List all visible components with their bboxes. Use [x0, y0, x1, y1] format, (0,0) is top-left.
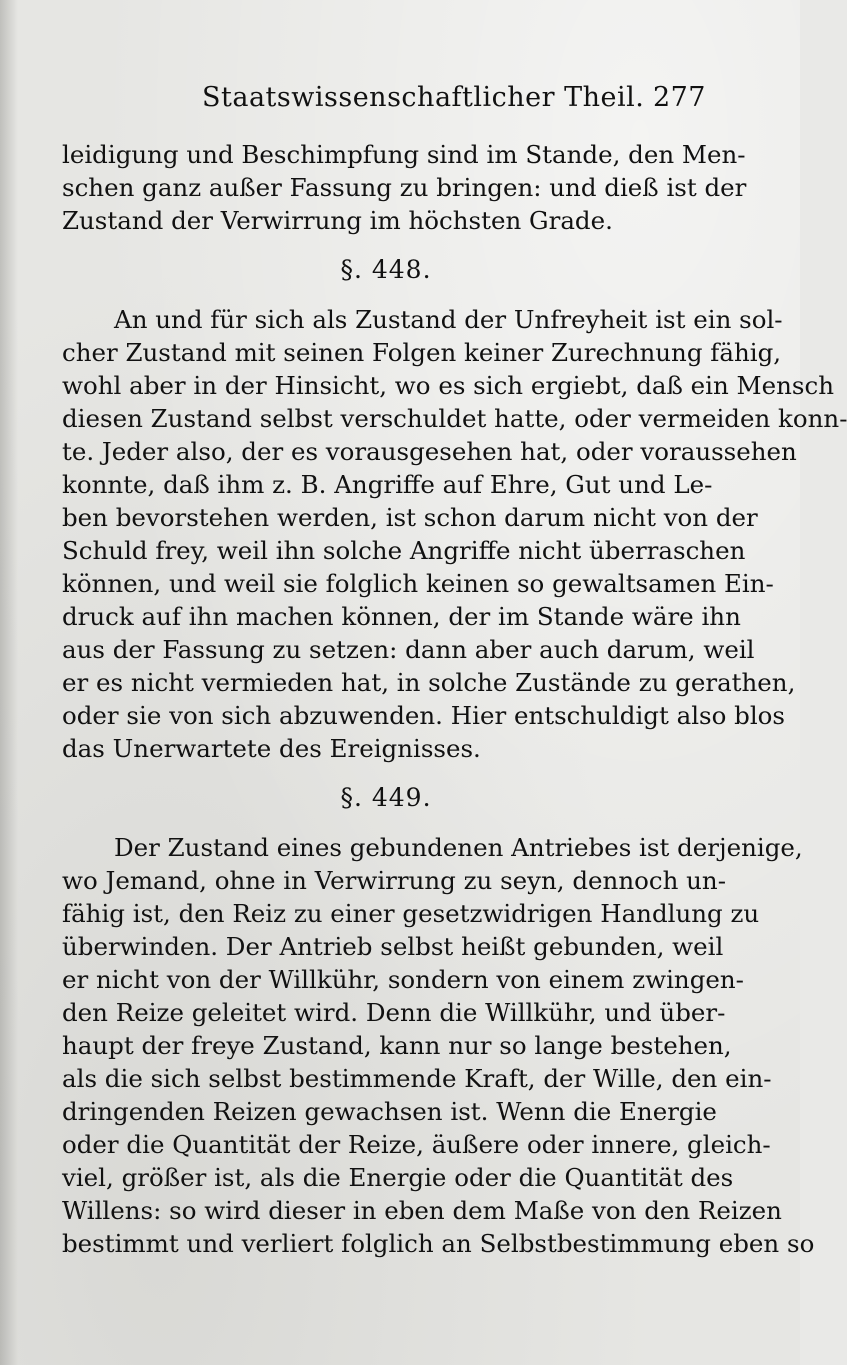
text-line: aus der Fassung zu setzen: dann aber auch darum, weil — [62, 635, 755, 664]
text-line: den Reize geleitet wird. Denn die Willkühr, und über- — [62, 998, 726, 1027]
text-line: haupt der freye Zustand, kann nur so lange bestehen, — [62, 1031, 732, 1060]
text-line: cher Zustand mit seinen Folgen keiner Zurechnung fähig, — [62, 338, 782, 367]
text-line: An und für sich als Zustand der Unfreyheit ist ein sol- — [114, 305, 783, 334]
text-line: er es nicht vermieden hat, in solche Zustände zu gerathen, — [62, 668, 796, 697]
section-heading-449: §. 449. — [340, 783, 432, 812]
text-line: er nicht von der Willkühr, sondern von einem zwingen- — [62, 965, 744, 994]
body-text — [62, 138, 847, 1260]
running-title: Staatswissenschaftlicher Theil. — [202, 82, 645, 113]
text-line: als die sich selbst bestimmende Kraft, der Wille, den ein- — [62, 1064, 772, 1093]
text-line: diesen Zustand selbst verschuldet hatte, oder vermeiden konn- — [62, 404, 847, 433]
text-line: te. Jeder also, der es vorausgesehen hat, oder voraussehen — [62, 437, 797, 466]
text-line: wohl aber in der Hinsicht, wo es sich ergiebt, daß ein Mensch — [62, 371, 834, 400]
text-line: ben bevorstehen werden, ist schon darum nicht von der — [62, 503, 758, 532]
text-line: schen ganz außer Fassung zu bringen: und dieß ist der — [62, 173, 747, 202]
text-line: oder sie von sich abzuwenden. Hier entschuldigt also blos — [62, 701, 785, 730]
text-line: Schuld frey, weil ihn solche Angriffe nicht überraschen — [62, 536, 746, 565]
text-line: können, und weil sie folglich keinen so gewaltsamen Ein- — [62, 569, 774, 598]
text-line: wo Jemand, ohne in Verwirrung zu seyn, dennoch un- — [62, 866, 726, 895]
section-449-paragraph — [62, 831, 815, 1260]
text-line: konnte, daß ihm z. B. Angriffe auf Ehre, Gut und Le- — [62, 470, 713, 499]
section-heading-448: §. 448. — [340, 255, 432, 284]
text-line: überwinden. Der Antrieb selbst heißt gebunden, weil — [62, 932, 724, 961]
text-line: druck auf ihn machen können, der im Stande wäre ihn — [62, 602, 741, 631]
text-line: dringenden Reizen gewachsen ist. Wenn die Energie — [62, 1097, 717, 1126]
text-line: Zustand der Verwirrung im höchsten Grade. — [62, 206, 613, 235]
running-head — [62, 82, 712, 122]
text-line: das Unerwartete des Ereignisses. — [62, 734, 481, 763]
text-line: viel, größer ist, als die Energie oder die Quantität des — [62, 1163, 734, 1192]
binding-shadow — [0, 0, 18, 1365]
text-line: fähig ist, den Reiz zu einer gesetzwidrigen Handlung zu — [62, 899, 760, 928]
text-line: Der Zustand eines gebundenen Antriebes ist derjenige, — [114, 833, 803, 862]
text-line: oder die Quantität der Reize, äußere oder innere, gleich- — [62, 1130, 771, 1159]
page-number: 277 — [652, 82, 706, 113]
text-line: Willens: so wird dieser in eben dem Maße von den Reizen — [62, 1196, 782, 1225]
section-448-paragraph — [62, 303, 847, 765]
text-line: leidigung und Beschimpfung sind im Stande, den Men- — [62, 140, 746, 169]
text-line: bestimmt und verliert folglich an Selbstbestimmung eben so — [62, 1229, 815, 1258]
